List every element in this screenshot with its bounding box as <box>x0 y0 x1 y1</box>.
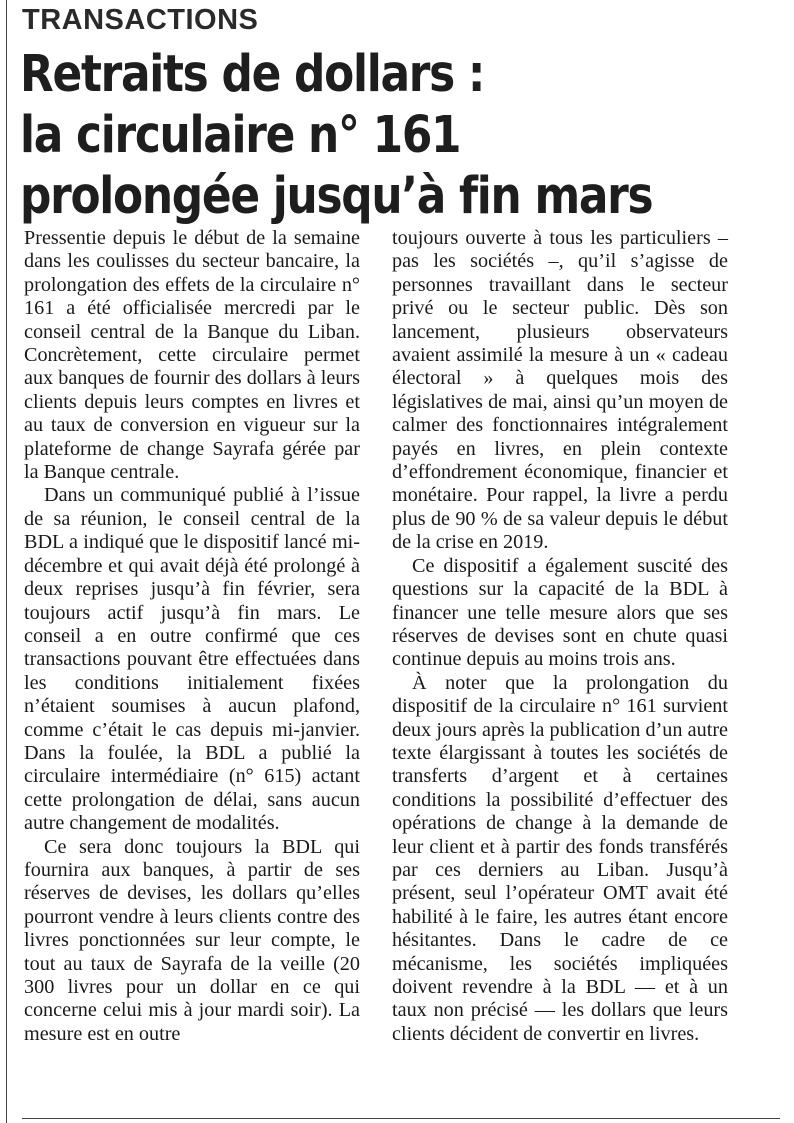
paragraph: Ce dispositif a également suscité des questions sur la capacité de la BDL à financer une telle mesure alors que ses réserves de devises sont en chute quasi continue depuis au moins trois ans. <box>392 554 728 671</box>
paragraph: Pressentie depuis le début de la semaine dans les coulisses du secteur bancaire, la prolongation des effets de la circulaire n° 161 a été officialisée mercredi par le conseil central de la Banque du Liban. Concrètement, cette circulaire permet aux banques de fournir des dollars à leurs clients depuis leurs comptes en livres et au taux de conversion en vigueur sur la plateforme de change Sayrafa gérée par la Banque centrale. <box>24 227 360 484</box>
left-column-rule <box>6 0 7 1123</box>
section-kicker: TRANSACTIONS <box>22 4 259 36</box>
paragraph: Ce sera donc toujours la BDL qui fournira aux banques, à partir de ses réserves de devises, les dollars qu’elles pourront vendre à leurs clients contre des livres ponctionnées sur leur compte, le tout au taux de Sayrafa de la veille (20 300 livres pour un dollar en ce qui concerne celui mis à jour mardi soir). La mesure est en outre <box>24 835 360 1045</box>
headline-line-1: Retraits de dollars : <box>20 45 485 104</box>
headline-line-3: prolongée jusqu’à fin mars <box>20 167 653 226</box>
headline-line-2: la circulaire n° 161 <box>20 106 461 165</box>
paragraph: À noter que la prolongation du dispositif de la circulaire n° 161 survient deux jours après la publication d’un autre texte élargissant à toutes les sociétés de transferts d’argent et à certaines conditions la possibilité d’effectuer des opérations de change à la demande de leur client et à partir des fonds transférés par ces derniers au Liban. Jusqu’à présent, seul l’opérateur OMT avait été habilité à le faire, les autres étant encore hésitantes. Dans le cadre de ce mécanisme, les sociétés impliquées doivent revendre à la BDL — et à un taux non précisé — les dollars que leurs clients décident de convertir en livres. <box>392 671 728 1045</box>
paragraph: Dans un communiqué publié à l’issue de sa réunion, le conseil central de la BDL a indiqué que le dispositif lancé mi-décembre et qui avait déjà été prolongé à deux reprises jusqu’à fin février, sera toujours actif jusqu’à fin mars. Le conseil a en outre confirmé que ces transactions pouvant être effectuées dans les conditions initialement fixées n’étaient soumises à aucun plafond, comme c’était le cas depuis mi-janvier. Dans la foulée, la BDL a publié la circulaire intermédiaire (n° 615) actant cette prolongation de délai, sans aucun autre changement de modalités. <box>24 484 360 835</box>
bottom-rule <box>22 1118 780 1119</box>
article-column-left <box>24 227 360 1046</box>
headline <box>20 44 780 227</box>
article-column-right <box>392 227 728 1046</box>
paragraph: toujours ouverte à tous les particuliers – pas les sociétés –, qu’il s’agisse de personnes travaillant dans le secteur privé ou le secteur public. Dès son lancement, plusieurs observateurs avaient assimilé la mesure à un « cadeau électoral » à quelques mois des législatives de mai, ainsi qu’un moyen de calmer des fonctionnaires intégralement payés en livres, en plein contexte d’effondrement économique, financier et monétaire. Pour rappel, la livre a perdu plus de 90 % de sa valeur depuis le début de la crise en 2019. <box>392 227 728 554</box>
